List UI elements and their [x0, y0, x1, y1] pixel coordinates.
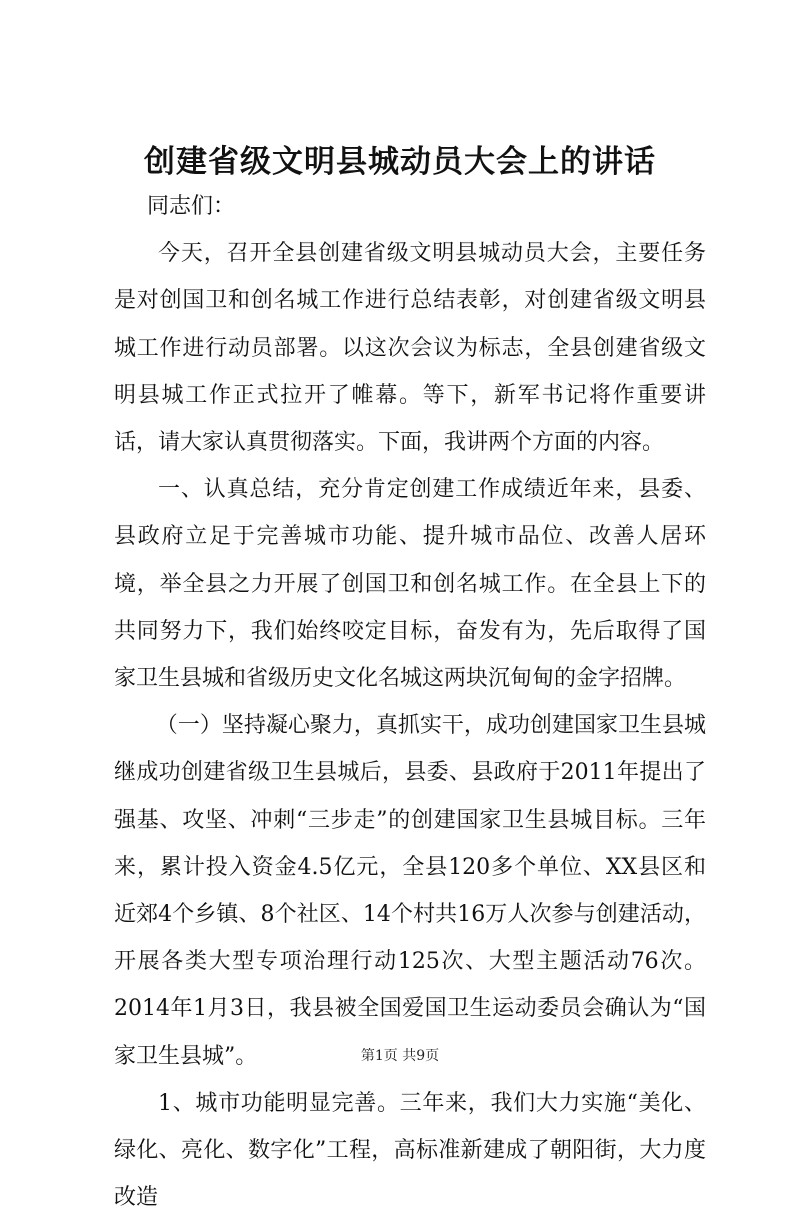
page-footer: 第1页 共9页: [360, 1048, 440, 1064]
salutation-paragraph: 同志们：: [147, 194, 236, 219]
subsection-one-paragraph: （一）坚持凝心聚力，真抓实干，成功创建国家卫生县城继成功创建省级卫生县城后，县委、县政府于2011年提出了强基、攻坚、冲刺“三步走”的创建国家卫生县城目标。三年来，累计投入资金4.5亿元，全县120多个单位、XX县区和近郊4个乡镇、8个社区、14个村共16万人次参与创建活动，开展各类大型专项治理行动125次、大型主题活动76次。2014年1月3日，我县被全国爱国卫生运动委员会确认为“国家卫生县城”。: [114, 713, 706, 1069]
section-one-paragraph: 一、认真总结，充分肯定创建工作成绩近年来，县委、县政府立足于完善城市功能、提升城市品位、改善人居环境，举全县之力开展了创国卫和创名城工作。在全县上下的共同努力下，我们始终咬定目标，奋发有为，先后取得了国家卫生县城和省级历史文化名城这两块沉甸甸的金字招牌。: [114, 477, 706, 692]
point-one-paragraph: 1、城市功能明显完善。三年来，我们大力实施“美化、绿化、亮化、数字化”工程，高标准新建成了朝阳街，大力度改造: [114, 1090, 706, 1211]
opening-paragraph: 今天，召开全县创建省级文明县城动员大会，主要任务是对创国卫和创名城工作进行总结表彰，对创建省级文明县城工作进行动员部署。以这次会议为标志，全县创建省级文明县城工作正式拉开了帷幕。等下，新军书记将作重要讲话，请大家认真贯彻落实。下面，我讲两个方面的内容。: [114, 241, 706, 456]
document-title: 创建省级文明县城动员大会上的讲话: [144, 144, 656, 180]
